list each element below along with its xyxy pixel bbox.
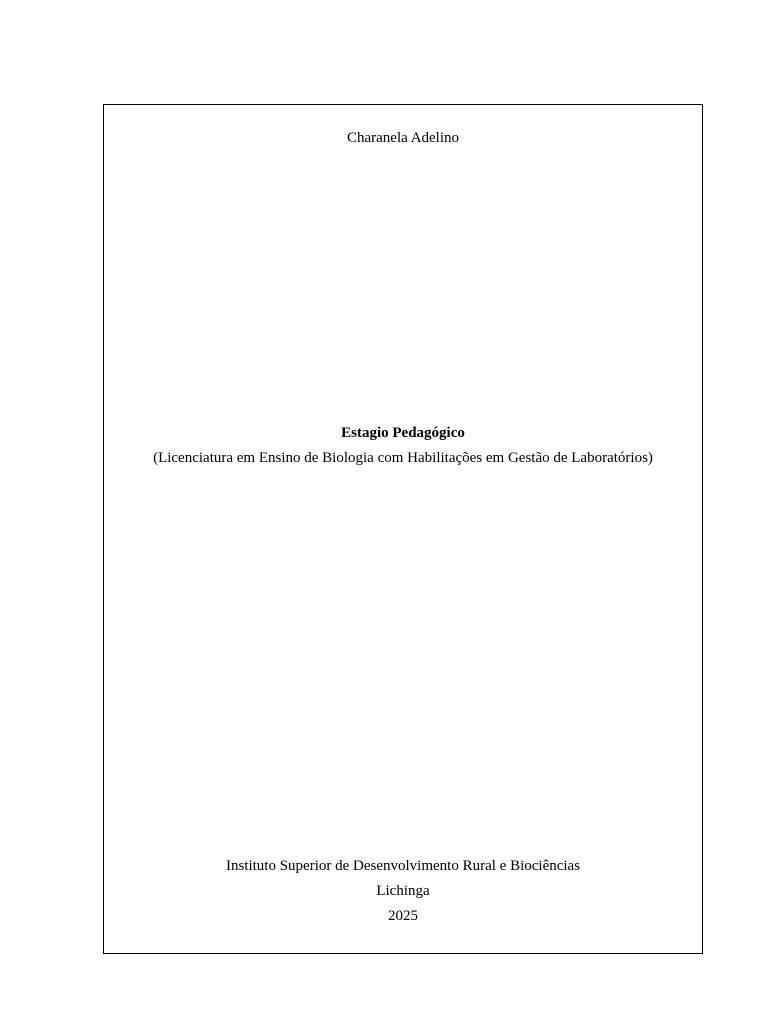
city-name: Lichinga [376, 883, 430, 899]
cover-border-frame [103, 104, 703, 954]
author-name: Charanela Adelino [346, 130, 460, 146]
institution-name: Instituto Superior de Desenvolvimento Rural e Biociências [225, 858, 581, 874]
course-subtitle: (Licenciatura em Ensino de Biologia com Habilitações em Gestão de Laboratórios) [153, 450, 653, 466]
document-title: Estagio Pedagógico [341, 425, 465, 441]
year-text: 2025 [388, 908, 418, 924]
